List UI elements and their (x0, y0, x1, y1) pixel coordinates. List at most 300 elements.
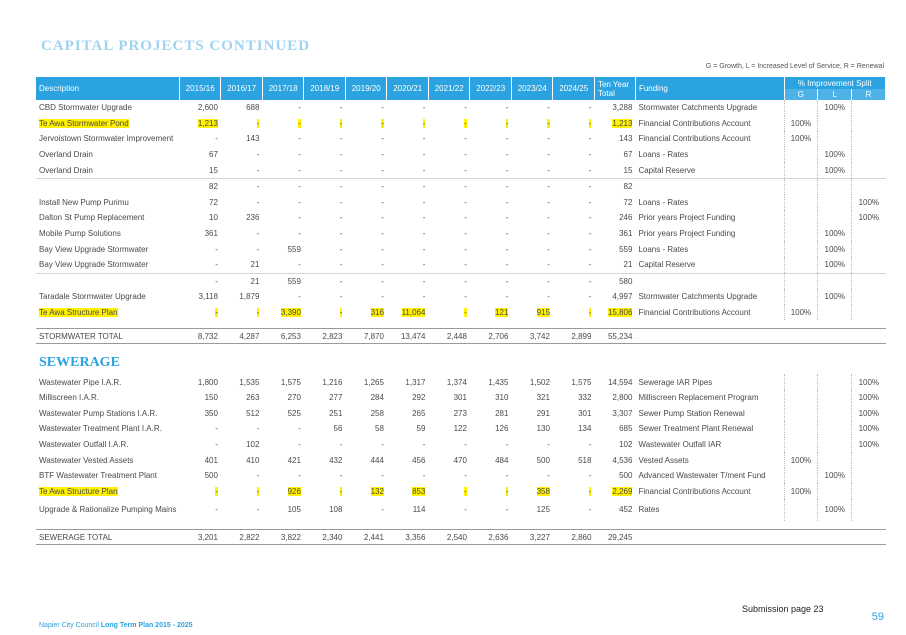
row-value: 512 (246, 408, 260, 418)
row-value: - (298, 424, 301, 434)
table-row (36, 483, 886, 499)
row-growth-pct (784, 273, 818, 289)
row-value: - (505, 439, 509, 449)
row-renewal-pct (852, 273, 886, 289)
total-grand: 29,245 (594, 530, 635, 545)
row-value: 350 (204, 408, 218, 418)
row-value-text: 132 (370, 486, 384, 496)
stormwater-section (36, 100, 886, 320)
empty-cell (784, 530, 818, 545)
row-total: 4,997 (612, 292, 633, 302)
row-value: - (339, 244, 343, 254)
row-value: 236 (246, 213, 260, 223)
row-funding: Sewer Treatment Plant Renewal (638, 424, 754, 434)
row-value (179, 116, 221, 132)
row-value: - (298, 471, 301, 481)
row-description: Bay View Upgrade Stormwater (39, 260, 149, 270)
row-value: - (547, 165, 550, 175)
row-value: - (464, 244, 467, 254)
row-value (179, 483, 221, 499)
sewerage-total-section (36, 521, 886, 545)
row-total: 3,288 (612, 103, 633, 113)
row-value: - (298, 165, 301, 175)
row-value: 401 (204, 455, 218, 465)
row-value (553, 116, 595, 132)
row-value: - (547, 150, 550, 160)
row-value: - (221, 178, 263, 194)
row-los-pct: 100% (818, 100, 852, 116)
total-value: 2,860 (553, 530, 595, 545)
row-value: - (588, 197, 592, 207)
row-value-text: - (422, 118, 426, 128)
row-value: - (511, 273, 553, 289)
row-description: Jervoistown Stormwater Improvement (39, 134, 174, 144)
row-value: - (588, 244, 592, 254)
table-row (36, 305, 886, 321)
row-description: Mobile Pump Solutions (39, 229, 121, 239)
header-ten-year-total: Ten Year Total (594, 77, 635, 100)
row-value: - (588, 103, 592, 113)
empty-cell (818, 329, 852, 344)
row-funding: Sewer Pump Station Renewal (638, 408, 745, 418)
row-value: - (339, 103, 343, 113)
row-value: 105 (287, 505, 301, 515)
row-value-text: - (588, 308, 592, 318)
row-value (387, 305, 429, 321)
row-los-pct: 100% (818, 226, 852, 242)
row-total (594, 116, 635, 132)
row-los-pct (818, 116, 852, 132)
stormwater-total-section (36, 320, 886, 344)
row-description: Bay View Upgrade Stormwater (39, 244, 149, 254)
total-value: 3,227 (511, 530, 553, 545)
row-value (304, 116, 346, 132)
row-funding: Financial Contributions Account (638, 118, 751, 128)
row-value: - (428, 273, 470, 289)
row-value: - (298, 439, 301, 449)
section-heading-cell (36, 352, 886, 374)
row-los-pct (818, 273, 852, 289)
row-funding: Stormwater Catchments Upgrade (638, 292, 758, 302)
row-los-pct (818, 452, 852, 468)
row-value: 1,575 (571, 377, 592, 387)
row-value: - (547, 471, 550, 481)
row-value: 1,575 (280, 377, 301, 387)
row-value: 21 (250, 260, 260, 270)
row-renewal-pct (852, 131, 886, 147)
row-description: Wastewater Vested Assets (39, 455, 134, 465)
row-value: - (298, 134, 301, 144)
row-los-pct: 100% (818, 241, 852, 257)
row-value: - (547, 213, 550, 223)
row-value: - (464, 213, 467, 223)
total-value: 2,822 (221, 530, 263, 545)
sewerage-section (36, 374, 886, 521)
row-value: - (381, 439, 384, 449)
row-description-text: Te Awa Structure Plan (39, 486, 118, 496)
row-total: 4,536 (612, 455, 633, 465)
row-value: - (215, 505, 218, 515)
spacer-row (36, 344, 886, 353)
row-value-text: - (256, 118, 260, 128)
row-value: 263 (246, 393, 260, 403)
row-funding: Loans - Rates (638, 197, 689, 207)
row-value: - (505, 229, 509, 239)
row-growth-pct: 100% (784, 305, 818, 321)
empty-cell (852, 329, 886, 344)
row-value: - (588, 213, 592, 223)
row-total: 452 (619, 505, 633, 515)
row-los-pct (818, 483, 852, 499)
row-value: - (588, 150, 592, 160)
row-value: - (547, 134, 550, 144)
row-growth-pct (784, 226, 818, 242)
total-value: 3,822 (262, 530, 304, 545)
row-renewal-pct: 100% (852, 390, 886, 406)
table-row (36, 241, 886, 257)
row-value: 67 (209, 150, 218, 160)
section-heading-row (36, 352, 886, 374)
row-value: 82 (179, 178, 221, 194)
table-row (36, 210, 886, 226)
row-value: - (505, 505, 509, 515)
header-year: 2019/20 (345, 77, 387, 100)
row-value (553, 483, 595, 499)
row-renewal-pct (852, 162, 886, 178)
row-value-text: - (505, 486, 509, 496)
total-value: 7,870 (345, 329, 387, 344)
page-title: CAPITAL PROJECTS CONTINUED (41, 38, 311, 54)
row-value: - (422, 471, 426, 481)
row-value: - (339, 165, 343, 175)
row-value: - (339, 260, 343, 270)
row-renewal-pct (852, 147, 886, 163)
row-value: - (464, 292, 467, 302)
table-row (36, 406, 886, 422)
row-funding: Loans - Rates (638, 244, 689, 254)
row-growth-pct (784, 468, 818, 484)
row-value: - (422, 197, 426, 207)
row-value: 270 (287, 393, 301, 403)
row-value-text: - (339, 486, 343, 496)
row-renewal-pct: 100% (852, 406, 886, 422)
row-value: - (387, 273, 429, 289)
header-year: 2021/22 (428, 77, 470, 100)
row-value: - (339, 134, 343, 144)
row-value: 1,374 (446, 377, 467, 387)
table-row (36, 226, 886, 242)
row-total: 559 (619, 244, 633, 254)
row-value: - (547, 244, 550, 254)
row-value: 125 (536, 505, 550, 515)
row-funding: Wastewater Outfall IAR (638, 439, 722, 449)
table-row (36, 116, 886, 132)
row-value: 321 (536, 393, 550, 403)
row-total-text: 15,806 (607, 308, 633, 318)
row-value (553, 305, 595, 321)
row-value: - (547, 229, 550, 239)
footer (39, 622, 193, 629)
table-row (36, 437, 886, 453)
row-value (387, 116, 429, 132)
row-value: - (298, 197, 301, 207)
row-growth-pct (784, 374, 818, 390)
row-growth-pct: 100% (784, 483, 818, 499)
row-value: - (381, 505, 384, 515)
row-value: 3,118 (198, 292, 218, 302)
total-value: 2,448 (428, 329, 470, 344)
table-row (36, 468, 886, 484)
row-value: 500 (536, 455, 550, 465)
row-value-text: - (505, 118, 509, 128)
row-los-pct: 100% (818, 162, 852, 178)
table-row (36, 257, 886, 273)
row-value: 518 (578, 455, 592, 465)
row-value: 284 (370, 393, 384, 403)
header-year: 2020/21 (387, 77, 429, 100)
row-funding: Rates (638, 505, 660, 515)
row-value: 273 (453, 408, 467, 418)
row-value-text: - (256, 486, 260, 496)
row-total-text: 1,213 (612, 118, 633, 128)
total-value: 8,732 (179, 329, 221, 344)
row-value-text: - (588, 486, 592, 496)
row-growth-pct (784, 499, 818, 521)
row-renewal-pct (852, 452, 886, 468)
header-funding: Funding (635, 77, 784, 100)
empty-cell (818, 530, 852, 545)
row-value-text: - (256, 308, 260, 318)
row-value: - (422, 213, 426, 223)
row-description: BTF Wastewater Treatment Plant (39, 471, 157, 481)
row-value: - (381, 213, 384, 223)
row-value: 484 (495, 455, 509, 465)
row-total: 67 (623, 150, 633, 160)
total-value: 6,253 (262, 329, 304, 344)
row-description (36, 273, 179, 289)
row-value: - (464, 471, 467, 481)
empty-cell (635, 530, 784, 545)
row-value: - (464, 165, 467, 175)
row-value-text: 11,064 (401, 308, 426, 318)
row-value-text: - (588, 118, 592, 128)
total-row (36, 530, 886, 545)
row-value: 559 (262, 273, 304, 289)
total-row (36, 329, 886, 344)
row-value: - (298, 260, 301, 270)
empty-cell (784, 329, 818, 344)
row-total: 246 (619, 213, 633, 223)
row-value: - (339, 292, 343, 302)
row-value-text: - (381, 118, 384, 128)
row-value: - (422, 165, 426, 175)
row-value: - (553, 178, 595, 194)
row-value: 59 (416, 424, 426, 434)
row-value: - (505, 244, 509, 254)
row-value: - (547, 103, 550, 113)
row-value: - (505, 197, 509, 207)
row-description: Taradale Stormwater Upgrade (39, 292, 146, 302)
row-value: - (505, 103, 509, 113)
sewerage-heading-section (36, 344, 886, 375)
header-renewal: R (852, 89, 886, 100)
row-los-pct: 100% (818, 147, 852, 163)
row-funding (635, 273, 784, 289)
row-value: 500 (204, 471, 218, 481)
row-value: 258 (370, 408, 384, 418)
total-label: STORMWATER TOTAL (36, 329, 179, 344)
row-value: - (345, 178, 387, 194)
row-value: - (505, 150, 509, 160)
row-value: - (588, 471, 592, 481)
row-renewal-pct (852, 483, 886, 499)
row-value: - (381, 292, 384, 302)
row-renewal-pct: 100% (852, 195, 886, 211)
capital-projects-table (36, 77, 886, 545)
row-value: 58 (375, 424, 384, 434)
row-value: - (381, 471, 384, 481)
row-value: - (464, 103, 467, 113)
footer-plan: Long Term Plan 2015 - 2025 (100, 622, 193, 629)
row-description: Install New Pump Purimu (39, 197, 129, 207)
row-total: 3,307 (612, 408, 633, 418)
row-value: - (505, 134, 509, 144)
row-value: 1,435 (488, 377, 509, 387)
row-value: - (428, 178, 470, 194)
row-value: - (339, 213, 343, 223)
header-year: 2024/25 (553, 77, 595, 100)
row-value: - (215, 424, 218, 434)
table-row (36, 100, 886, 116)
row-value: 1,317 (405, 377, 426, 387)
empty-cell (852, 530, 886, 545)
row-total: 500 (619, 471, 633, 481)
row-value: - (511, 178, 553, 194)
row-value: 410 (246, 455, 260, 465)
header-growth: G (784, 89, 818, 100)
row-value: - (339, 229, 343, 239)
row-value: - (304, 273, 346, 289)
row-description (36, 483, 179, 499)
row-value: - (381, 150, 384, 160)
row-value: - (464, 150, 467, 160)
header-year: 2022/23 (470, 77, 512, 100)
row-los-pct (818, 131, 852, 147)
row-value: - (588, 439, 592, 449)
row-description (36, 178, 179, 194)
row-total: 102 (619, 439, 633, 449)
row-los-pct: 100% (818, 499, 852, 521)
total-grand: 55,234 (594, 329, 635, 344)
row-value: - (547, 197, 550, 207)
row-description-text: Te Awa Structure Plan (39, 308, 118, 318)
total-value: 2,636 (470, 530, 512, 545)
total-value: 3,742 (511, 329, 553, 344)
row-value: - (505, 165, 509, 175)
row-growth-pct (784, 390, 818, 406)
total-label: SEWERAGE TOTAL (36, 530, 179, 545)
row-los-pct (818, 195, 852, 211)
row-value (511, 305, 553, 321)
row-value: - (553, 273, 595, 289)
row-value: - (588, 165, 592, 175)
row-value: - (256, 505, 260, 515)
row-renewal-pct: 100% (852, 421, 886, 437)
row-value: 456 (412, 455, 426, 465)
row-value: - (381, 165, 384, 175)
row-value: - (422, 439, 426, 449)
header-description: Description (36, 77, 179, 100)
row-value: 265 (412, 408, 426, 418)
row-value: - (256, 229, 260, 239)
row-description-text: Te Awa Stormwater Pond (39, 118, 129, 128)
row-value: - (547, 260, 550, 270)
row-funding: Stormwater Catchments Upgrade (638, 103, 758, 113)
row-los-pct (818, 374, 852, 390)
row-value: - (422, 260, 426, 270)
row-los-pct (818, 210, 852, 226)
row-value-text: - (215, 486, 218, 496)
row-value: - (464, 439, 467, 449)
row-value: 559 (287, 244, 301, 254)
row-value: - (422, 134, 426, 144)
row-value (511, 483, 553, 499)
row-value-text: 358 (536, 486, 550, 496)
table-row (36, 147, 886, 163)
row-description: Dalton St Pump Replacement (39, 213, 145, 223)
row-value (221, 483, 263, 499)
row-value (304, 305, 346, 321)
row-renewal-pct (852, 468, 886, 484)
row-value: - (298, 213, 301, 223)
row-renewal-pct (852, 305, 886, 321)
header-improvement-split: % Improvement Split (784, 77, 885, 89)
row-value: - (387, 178, 429, 194)
row-value: - (339, 197, 343, 207)
split-legend: G = Growth, L = Increased Level of Service, R = Renewal (705, 63, 884, 70)
row-value: 1,265 (363, 377, 384, 387)
row-funding: Financial Contributions Account (638, 308, 751, 318)
row-value: - (547, 292, 550, 302)
row-description: Upgrade & Rationalize Pumping Mains (39, 505, 177, 515)
row-value: - (345, 273, 387, 289)
row-value-text: 1,213 (197, 118, 218, 128)
row-description: CBD Stormwater Upgrade (39, 103, 132, 113)
row-value: - (505, 292, 509, 302)
total-value: 2,899 (553, 329, 595, 344)
row-total (594, 483, 635, 499)
row-value: - (505, 213, 509, 223)
row-value (221, 305, 263, 321)
row-description: Wastewater Treatment Plant I.A.R. (39, 424, 162, 434)
row-renewal-pct (852, 499, 886, 521)
row-funding: Capital Reserve (638, 260, 696, 270)
total-value: 13,474 (387, 329, 429, 344)
row-value: 281 (495, 408, 509, 418)
row-growth-pct (784, 178, 818, 194)
table-row (36, 390, 886, 406)
row-value-text: 316 (370, 308, 384, 318)
row-value: 301 (578, 408, 592, 418)
row-growth-pct: 100% (784, 131, 818, 147)
table-row (36, 289, 886, 305)
row-growth-pct (784, 147, 818, 163)
row-total-text: 2,269 (612, 486, 633, 496)
row-value: - (588, 229, 592, 239)
row-value: - (422, 103, 426, 113)
row-growth-pct (784, 162, 818, 178)
row-value (387, 483, 429, 499)
